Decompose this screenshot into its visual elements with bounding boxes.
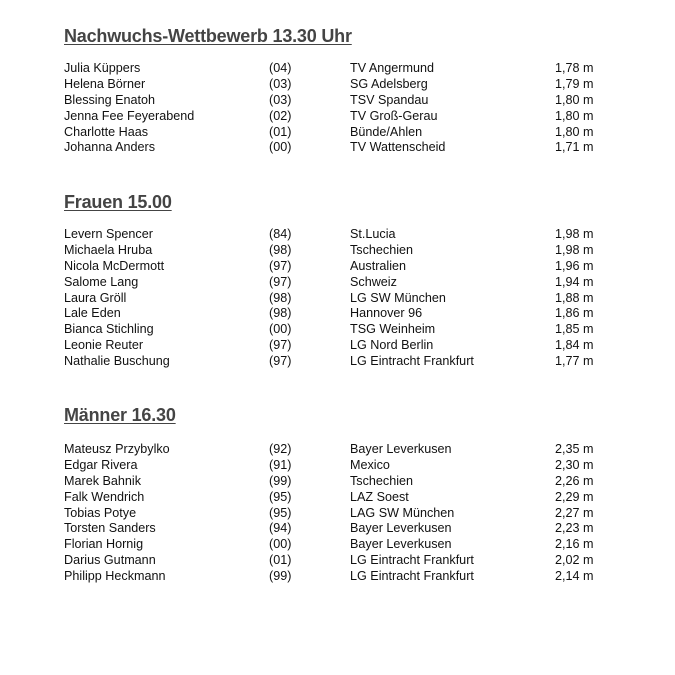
best-height: 1,71 m (555, 140, 594, 155)
club-name: Tschechien (350, 242, 414, 257)
best-height: 1,80 m (555, 92, 594, 107)
club-name: Bayer Leverkusen (350, 521, 452, 536)
birth-year: (01) (269, 124, 292, 139)
best-height: 2,14 m (555, 569, 594, 584)
club-name: Schweiz (350, 274, 397, 289)
athlete-row (64, 259, 624, 275)
best-height: 1,94 m (555, 274, 594, 289)
athlete-row (64, 306, 624, 322)
club-name: Australien (350, 258, 407, 273)
best-height: 2,30 m (555, 457, 594, 472)
athlete-name: Julia Küppers (64, 61, 141, 75)
athlete-list (64, 61, 624, 156)
best-height: 1,77 m (555, 354, 594, 369)
athlete-row (64, 490, 624, 506)
club-name: Bayer Leverkusen (350, 442, 452, 456)
athlete-name: Nathalie Buschung (64, 354, 170, 369)
athlete-name: Florian Hornig (64, 537, 144, 552)
athlete-name: Darius Gutmann (64, 553, 156, 568)
section-maenner (64, 404, 624, 585)
birth-year: (99) (269, 473, 292, 488)
athlete-name: Blessing Enatoh (64, 92, 156, 107)
athlete-name: Michaela Hruba (64, 242, 153, 257)
athlete-row (64, 291, 624, 307)
best-height: 2,16 m (555, 537, 594, 552)
birth-year: (95) (269, 505, 292, 520)
athlete-list (64, 227, 624, 370)
best-height: 2,29 m (555, 489, 594, 504)
section-heading: Männer 16.30 (64, 405, 176, 425)
athlete-row (64, 243, 624, 259)
athlete-row (64, 553, 624, 569)
birth-year: (94) (269, 521, 292, 536)
club-name: LG Eintracht Frankfurt (350, 553, 474, 568)
best-height: 2,26 m (555, 473, 594, 488)
birth-year: (95) (269, 489, 292, 504)
athlete-row (64, 93, 624, 109)
athlete-row (64, 275, 624, 291)
athlete-row (64, 140, 624, 156)
best-height: 2,35 m (555, 442, 594, 456)
club-name: TV Groß-Gerau (350, 108, 438, 123)
athlete-row (64, 569, 624, 585)
club-name: TV Angermund (350, 61, 435, 75)
athlete-row (64, 474, 624, 490)
athlete-row (64, 537, 624, 553)
club-name: SG Adelsberg (350, 76, 428, 91)
athlete-row (64, 354, 624, 370)
birth-year: (99) (269, 569, 292, 584)
athlete-name: Torsten Sanders (64, 521, 156, 536)
club-name: LAZ Soest (350, 489, 409, 504)
best-height: 1,84 m (555, 338, 594, 353)
best-height: 1,98 m (555, 227, 594, 241)
birth-year: (98) (269, 242, 292, 257)
athlete-name: Lale Eden (64, 306, 121, 321)
birth-year: (97) (269, 338, 292, 353)
club-name: St.Lucia (350, 227, 396, 241)
best-height: 2,23 m (555, 521, 594, 536)
best-height: 1,79 m (555, 76, 594, 91)
birth-year: (97) (269, 258, 292, 273)
athlete-name: Leonie Reuter (64, 338, 144, 353)
athlete-list (64, 442, 624, 585)
best-height: 1,88 m (555, 290, 594, 305)
birth-year: (97) (269, 354, 292, 369)
athlete-name: Levern Spencer (64, 227, 153, 241)
birth-year: (92) (269, 442, 292, 456)
athlete-name: Helena Börner (64, 76, 146, 91)
athlete-row (64, 521, 624, 537)
best-height: 1,96 m (555, 258, 594, 273)
best-height: 1,78 m (555, 61, 594, 75)
best-height: 1,85 m (555, 322, 594, 337)
birth-year: (03) (269, 92, 292, 107)
athlete-row (64, 125, 624, 141)
athlete-row (64, 227, 624, 243)
birth-year: (04) (269, 61, 292, 75)
athlete-row (64, 442, 624, 458)
club-name: Tschechien (350, 473, 414, 488)
best-height: 1,86 m (555, 306, 594, 321)
club-name: Hannover 96 (350, 306, 423, 321)
athlete-row (64, 322, 624, 338)
birth-year: (98) (269, 290, 292, 305)
section-heading: Frauen 15.00 (64, 192, 172, 212)
birth-year: (91) (269, 457, 292, 472)
athlete-name: Salome Lang (64, 274, 139, 289)
athlete-row (64, 506, 624, 522)
athlete-name: Philipp Heckmann (64, 569, 166, 584)
section-heading: Nachwuchs-Wettbewerb 13.30 Uhr (64, 26, 352, 46)
birth-year: (01) (269, 553, 292, 568)
section-frauen (64, 191, 624, 370)
athlete-name: Edgar Rivera (64, 457, 138, 472)
athlete-name: Charlotte Haas (64, 124, 148, 139)
club-name: Bünde/Ahlen (350, 124, 423, 139)
club-name: TSG Weinheim (350, 322, 436, 337)
best-height: 2,27 m (555, 505, 594, 520)
athlete-name: Nicola McDermott (64, 258, 165, 273)
club-name: LAG SW München (350, 505, 455, 520)
section-nachwuchs (64, 25, 624, 156)
club-name: LG Eintracht Frankfurt (350, 354, 474, 369)
athlete-row (64, 458, 624, 474)
athlete-name: Jenna Fee Feyerabend (64, 108, 195, 123)
best-height: 1,98 m (555, 242, 594, 257)
athlete-row (64, 77, 624, 93)
birth-year: (84) (269, 227, 292, 241)
best-height: 2,02 m (555, 553, 594, 568)
athlete-row (64, 109, 624, 125)
athlete-name: Marek Bahnik (64, 473, 141, 488)
athlete-name: Laura Gröll (64, 290, 127, 305)
birth-year: (02) (269, 108, 292, 123)
club-name: LG Eintracht Frankfurt (350, 569, 474, 584)
athlete-name: Mateusz Przybylko (64, 442, 170, 456)
club-name: Mexico (350, 457, 390, 472)
birth-year: (00) (269, 140, 292, 155)
best-height: 1,80 m (555, 124, 594, 139)
athlete-name: Johanna Anders (64, 140, 156, 155)
athlete-name: Bianca Stichling (64, 322, 154, 337)
athlete-name: Tobias Potye (64, 505, 137, 520)
club-name: Bayer Leverkusen (350, 537, 452, 552)
birth-year: (00) (269, 322, 292, 337)
birth-year: (97) (269, 274, 292, 289)
club-name: TV Wattenscheid (350, 140, 446, 155)
birth-year: (03) (269, 76, 292, 91)
athlete-row (64, 338, 624, 354)
athlete-name: Falk Wendrich (64, 489, 145, 504)
club-name: TSV Spandau (350, 92, 429, 107)
athlete-row (64, 61, 624, 77)
best-height: 1,80 m (555, 108, 594, 123)
birth-year: (98) (269, 306, 292, 321)
birth-year: (00) (269, 537, 292, 552)
club-name: LG SW München (350, 290, 446, 305)
club-name: LG Nord Berlin (350, 338, 434, 353)
